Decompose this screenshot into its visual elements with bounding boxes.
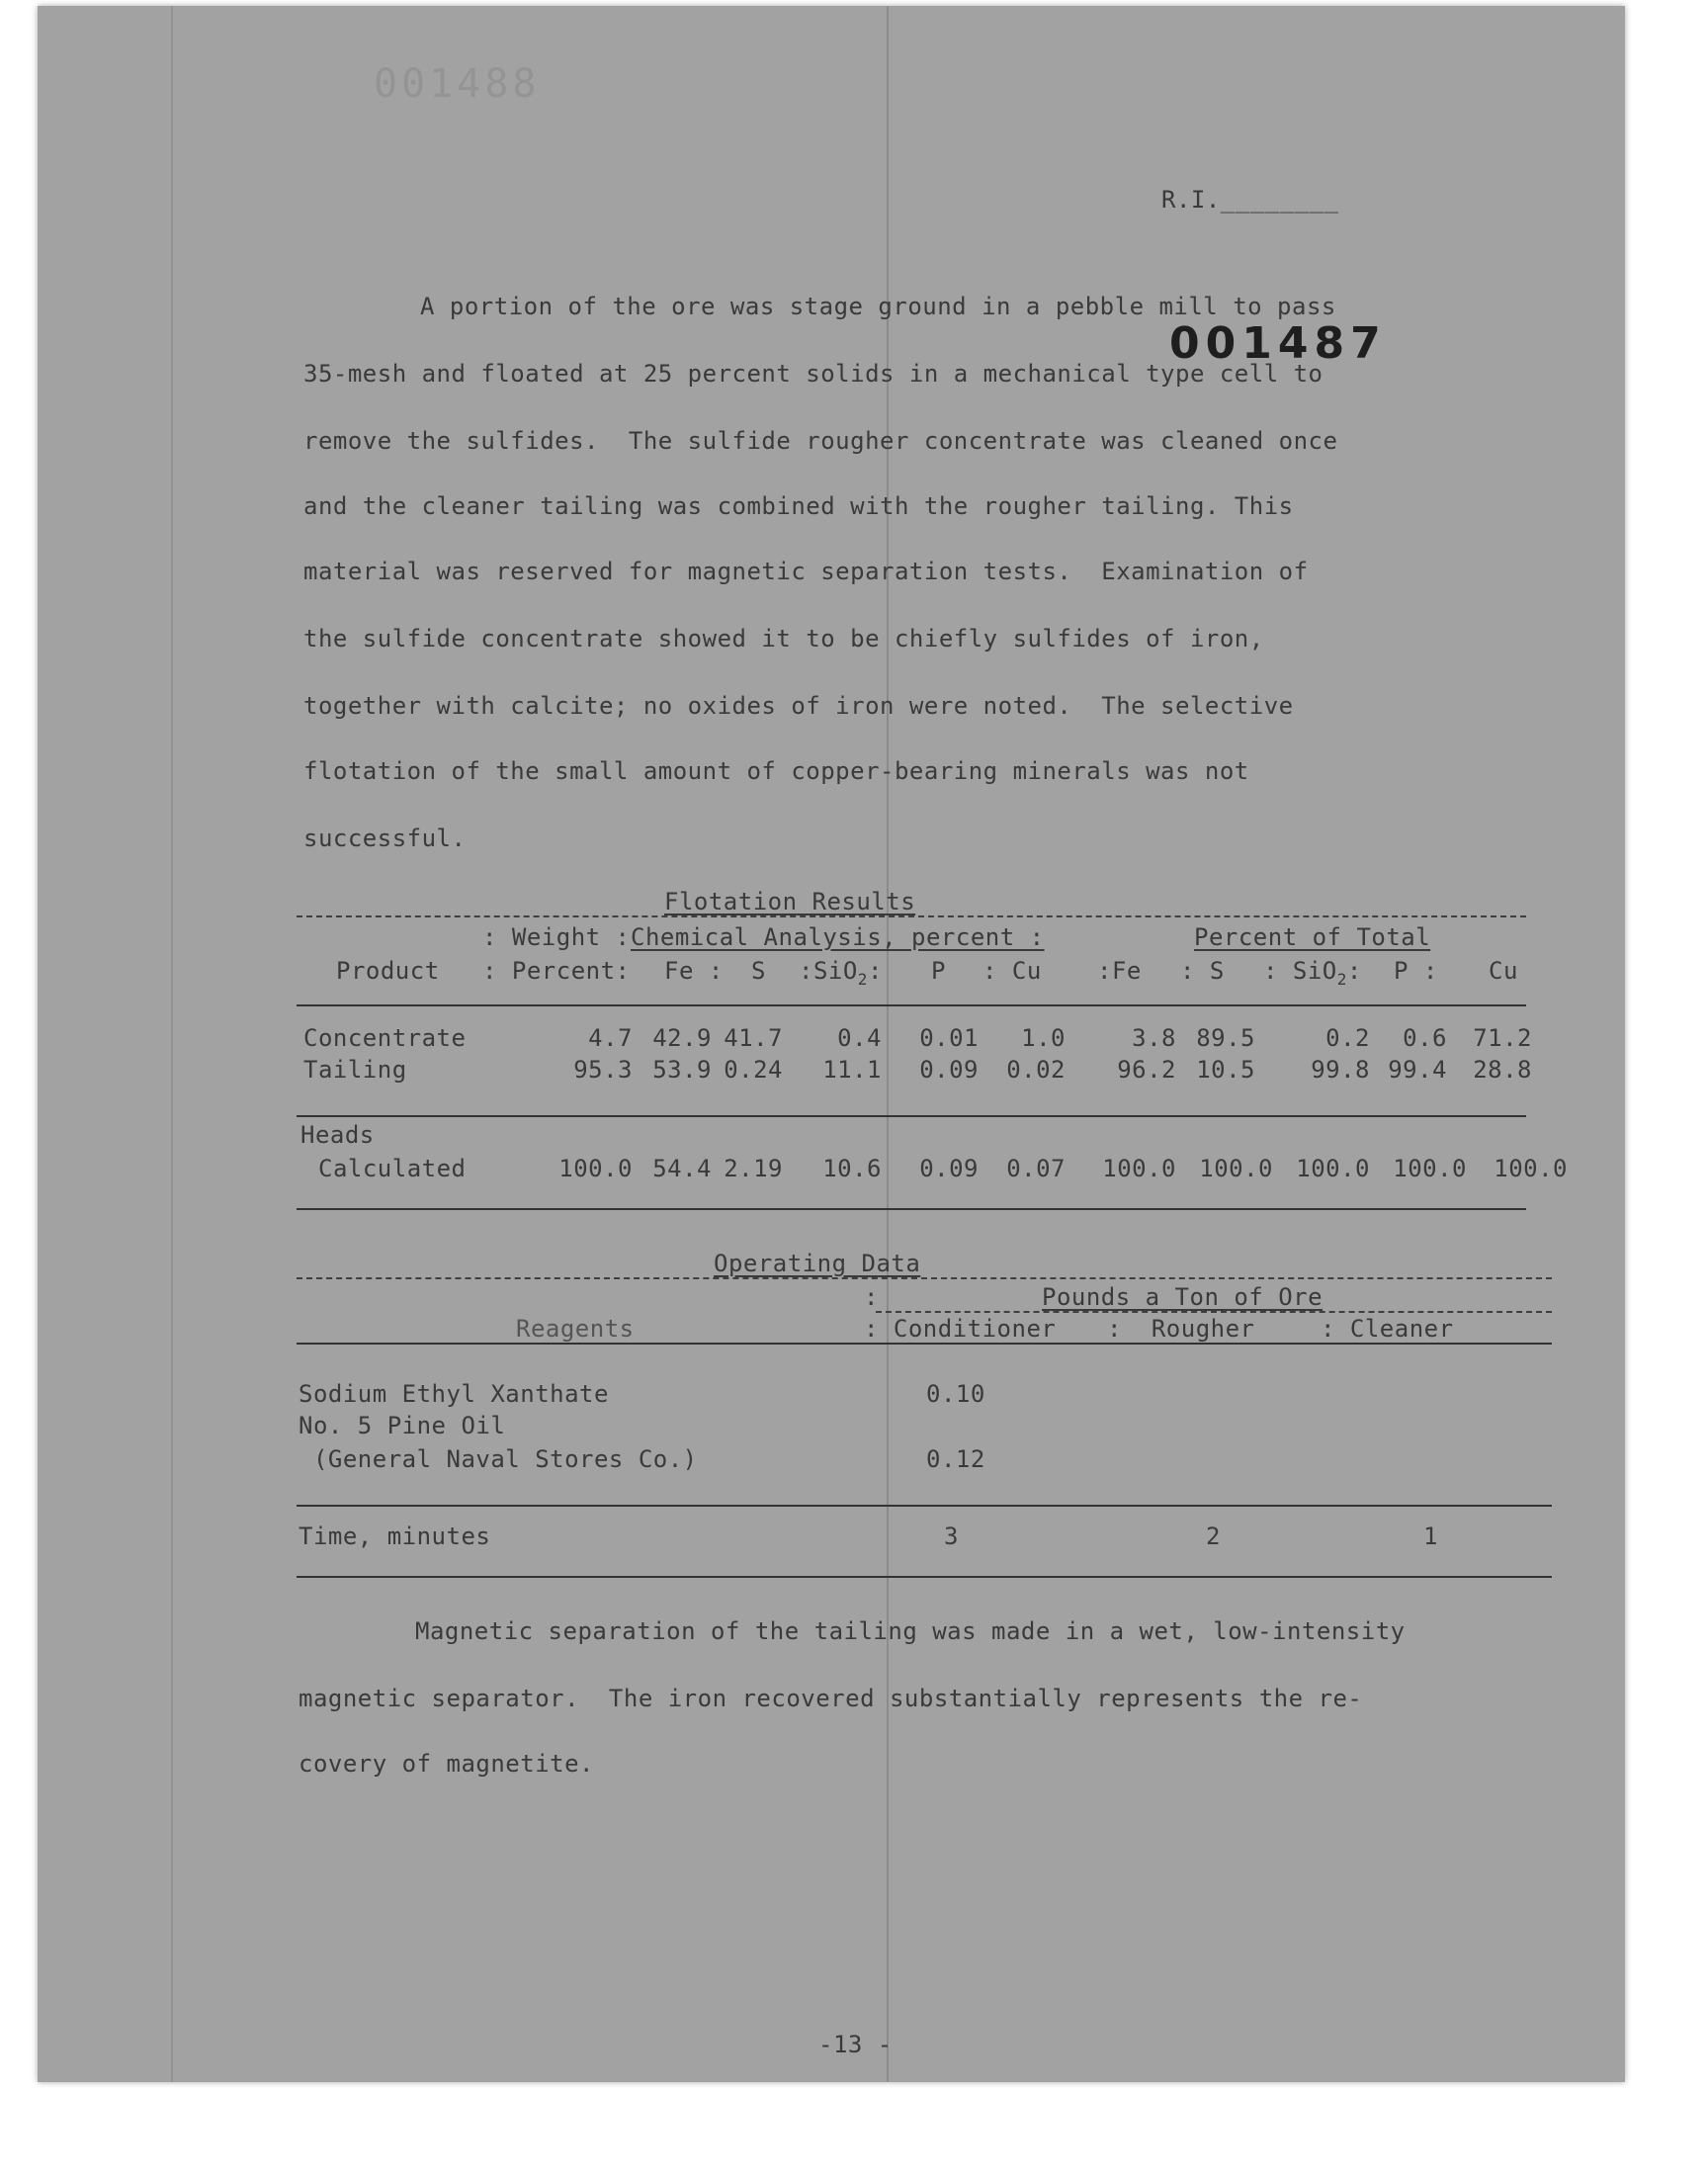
percent-column-header: : Percent: [482, 957, 631, 985]
paragraph-line: together with calcite; no oxides of iron were noted. The selective [303, 692, 1294, 720]
product-column-header: Product [336, 957, 440, 985]
table-cell: 0.4 [837, 1024, 882, 1052]
table-rule [297, 1576, 1552, 1578]
product-cell: Tailing [303, 1056, 407, 1084]
conditioner-time: 3 [944, 1522, 959, 1550]
product-cell: Concentrate [303, 1024, 467, 1052]
p-total-column-header: P : [1394, 957, 1438, 985]
rougher-column-header: : Rougher [1107, 1315, 1255, 1343]
table-cell: 96.2 [1117, 1056, 1176, 1084]
conditioner-amount: 0.10 [926, 1380, 985, 1408]
s-column-header: S [751, 957, 766, 985]
table-cell: 1.0 [1021, 1024, 1066, 1052]
paragraph-line: material was reserved for magnetic separation tests. Examination of [303, 558, 1309, 585]
sio2-column-header: :SiO$_2$: [799, 957, 883, 989]
table-cell: 100.0 [1102, 1155, 1176, 1182]
weight-group-header: : Weight : [482, 923, 631, 951]
table-cell: 0.02 [1006, 1056, 1066, 1084]
calculated-label: Calculated [318, 1155, 467, 1182]
sio2-total-column-header: : SiO$_2$: [1263, 957, 1362, 989]
table-cell: 41.7 [724, 1024, 783, 1052]
table-cell: 4.7 [588, 1024, 633, 1052]
table-cell: 89.5 [1196, 1024, 1255, 1052]
table-cell: 100.0 [1494, 1155, 1568, 1182]
ri-label: R.I.________ [1161, 186, 1339, 214]
paragraph-line: the sulfide concentrate showed it to be chiefly sulfides of iron, [303, 625, 1264, 652]
table-cell: 95.3 [573, 1056, 633, 1084]
table-cell: 0.09 [919, 1056, 979, 1084]
paragraph-line: 35-mesh and floated at 25 percent solids in a mechanical type cell to [303, 360, 1324, 388]
table-cell: 10.5 [1196, 1056, 1255, 1084]
reagent-name: No. 5 Pine Oil [299, 1412, 506, 1439]
paragraph-line: successful. [303, 825, 467, 852]
table-title: Flotation Results [664, 888, 916, 915]
paragraph-line: flotation of the small amount of copper-bearing minerals was not [303, 757, 1249, 785]
reagent-name: Sodium Ethyl Xanthate [299, 1380, 609, 1408]
time-label: Time, minutes [299, 1522, 491, 1550]
paragraph-line: covery of magnetite. [299, 1750, 594, 1778]
heads-label: Heads [300, 1121, 375, 1149]
percent-of-total-group-header: Percent of Total [1194, 923, 1431, 951]
table-cell: 54.4 [652, 1155, 712, 1182]
table-cell: 0.01 [919, 1024, 979, 1052]
table-cell: 0.09 [919, 1155, 979, 1182]
chemical-analysis-group-header: Chemical Analysis, percent : [631, 923, 1045, 951]
bleed-through-number: 001488 [374, 61, 541, 107]
column-separator: : [864, 1283, 879, 1311]
fe-column-header: Fe : [664, 957, 724, 985]
table-rule [297, 1277, 1552, 1279]
table-cell: 100.0 [1296, 1155, 1370, 1182]
table-cell: 11.1 [822, 1056, 882, 1084]
page-fold-line [171, 6, 173, 2082]
table-cell: 99.8 [1311, 1056, 1370, 1084]
table-cell: 0.6 [1403, 1024, 1447, 1052]
table-cell: 71.2 [1473, 1024, 1532, 1052]
table-cell: 0.2 [1325, 1024, 1370, 1052]
cu-total-column-header: Cu [1489, 957, 1518, 985]
table-cell: 28.8 [1473, 1056, 1532, 1084]
table-rule [297, 1004, 1526, 1006]
table-cell: 42.9 [652, 1024, 712, 1052]
s-total-column-header: : S [1180, 957, 1225, 985]
cleaner-time: 1 [1423, 1522, 1438, 1550]
paragraph-line: Magnetic separation of the tailing was made in a wet, low-intensity [415, 1617, 1406, 1645]
cu-column-header: : Cu [982, 957, 1042, 985]
paragraph-line: and the cleaner tailing was combined with the rougher tailing. This [303, 492, 1294, 520]
table-rule [297, 915, 1526, 917]
table-title: Operating Data [714, 1250, 921, 1277]
table-cell: 99.4 [1388, 1056, 1447, 1084]
pounds-per-ton-header: Pounds a Ton of Ore [1042, 1283, 1324, 1311]
fe-total-column-header: :Fe [1097, 957, 1142, 985]
table-cell: 0.07 [1006, 1155, 1066, 1182]
page-number: -13 - [818, 2031, 893, 2058]
table-rule [297, 1208, 1526, 1210]
rougher-time: 2 [1206, 1522, 1221, 1550]
paragraph-line: magnetic separator. The iron recovered substantially represents the re- [299, 1685, 1363, 1712]
reagents-column-header: Reagents [516, 1315, 635, 1343]
table-cell: 2.19 [724, 1155, 783, 1182]
table-cell: 100.0 [1199, 1155, 1273, 1182]
paragraph-line: A portion of the ore was stage ground in a pebble mill to pass [420, 293, 1336, 320]
table-cell: 0.24 [724, 1056, 783, 1084]
stamped-page-number: 001487 [1169, 318, 1387, 369]
cleaner-column-header: : Cleaner [1321, 1315, 1454, 1343]
table-cell: 100.0 [558, 1155, 633, 1182]
p-column-header: P [931, 957, 946, 985]
reagent-name: (General Naval Stores Co.) [299, 1445, 698, 1473]
conditioner-amount: 0.12 [926, 1445, 985, 1473]
table-cell: 3.8 [1132, 1024, 1176, 1052]
paragraph-line: remove the sulfides. The sulfide rougher concentrate was cleaned once [303, 427, 1338, 455]
table-rule [876, 1311, 1552, 1313]
table-cell: 100.0 [1393, 1155, 1467, 1182]
table-rule [297, 1343, 1552, 1345]
table-rule [297, 1115, 1526, 1117]
table-cell: 53.9 [652, 1056, 712, 1084]
conditioner-column-header: : Conditioner [864, 1315, 1057, 1343]
table-cell: 10.6 [822, 1155, 882, 1182]
table-rule [297, 1505, 1552, 1507]
